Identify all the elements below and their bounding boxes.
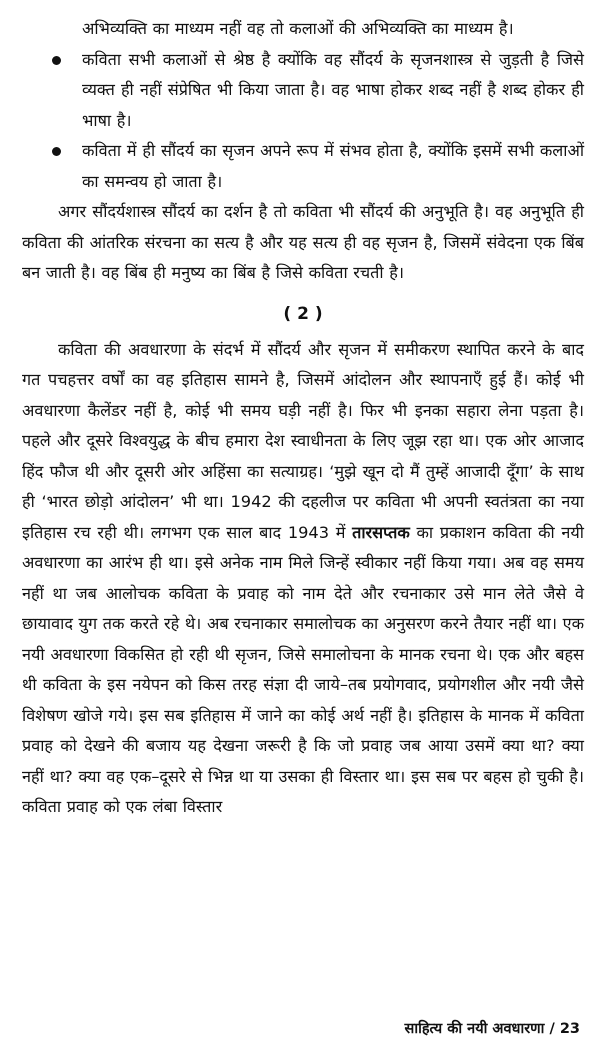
paragraph-2-text-b: का प्रकाशन कविता की नयी अवधारणा का आरंभ ही था। इसे अनेक नाम मिले जिन्हें स्वीकार नहीं किया गया। अब वह समय नहीं था जब आलोचक कविता के प्रवाह को नाम देते और रचनाकार उसे मान लेते जैसे वे छायावाद युग तक करते रहे थे। अब रचनाकार समालोचक का अनुसरण करने तैयार नहीं था। एक नयी अवधारणा विकसित हो रही थी सृजन, जिसे समालोचना के मानक रचना थे। एक और बहस थी कविता के इस नयेपन को किस तरह संज्ञा दी जाये–तब प्रयोगवाद, प्रयोगशील और नयी जैसे विशेषण खोजे गये। इस सब इतिहास में जाने का कोई अर्थ नहीं है। इतिहास के मानक में कविता प्रवाह को देखने की बजाय यह देखना जरूरी है कि जो प्रवाह जब आया उसमें क्या था? क्या नहीं था? क्या वह एक–दूसरे से भिन्न था या उसका ही विस्तार था। इस सब पर बहस हो चुकी है। कविता प्रवाह को एक लंबा विस्तार [22,522,584,816]
paragraph-2 [22,335,584,823]
bullet-text: कविता में ही सौंदर्य का सृजन अपने रूप में संभव होता है, क्योंकि इसमें सभी कलाओं का समन्वय हो जाता है। [82,141,584,191]
running-title: साहित्य की नयी अवधारणा [404,1021,545,1037]
bullet-text: कविता सभी कलाओं से श्रेष्ठ है क्योंकि वह सौंदर्य के सृजनशास्त्र से जुड़ती है जिसे व्यक्त ही नहीं संप्रेषित भी किया जाता है। वह भाषा होकर शब्द नहीं है शब्द होकर ही भाषा है। [82,49,584,130]
bullet-item-1 [22,45,584,137]
footer-separator: / [549,1021,555,1037]
bold-term-tarsaptak: तारसप्तक [352,522,410,542]
paragraph-1: अगर सौंदर्यशास्त्र सौंदर्य का दर्शन है तो कविता भी सौंदर्य की अनुभूति है। वह अनुभूति ही कविता की आंतरिक संरचना का सत्य है और यह सत्य ही वह सृजन है, जिसमें संवेदना एक बिंब बन जाती है। वह बिंब ही मनुष्य का बिंब है जिसे कविता रचती है। [22,202,584,282]
paragraph-2-text-a: कविता की अवधारणा के संदर्भ में सौंदर्य और सृजन में समीकरण स्थापित करने के बाद गत पचहत्तर वर्षों का वह इतिहास सामने है, जिसमें आंदोलन और स्थापनाएँ हुई हैं। कोई भी अवधारणा कैलेंडर नहीं है, कोई भी समय घड़ी नहीं है। फिर भी इनका सहारा लेना पड़ता है। पहले और दूसरे विश्वयुद्ध के बीच हमारा देश स्वाधीनता के लिए जूझ रहा था। एक ओर आजाद हिंद फौज थी और दूसरी ओर अहिंसा का सत्याग्रह। ‘मुझे खून दो मैं तुम्हें आजादी दूँगा’ के साथ ही ‘भारत छोड़ो आंदोलन’ भी था। 1942 की दहलीज पर कविता भी अपनी स्वतंत्रता का नया इतिहास रच रही थी। लगभग एक साल बाद 1943 में [22,339,584,542]
bullet-icon [52,56,61,65]
bullet-icon [52,147,61,156]
page-footer [405,1017,580,1041]
section-number: ( 2 ) [283,303,323,324]
bullet-item-2 [22,136,584,197]
page-number: 23 [559,1021,580,1037]
continued-bullet-text: अभिव्यक्ति का माध्यम नहीं वह तो कलाओं की अभिव्यक्ति का माध्यम है। [82,19,514,38]
